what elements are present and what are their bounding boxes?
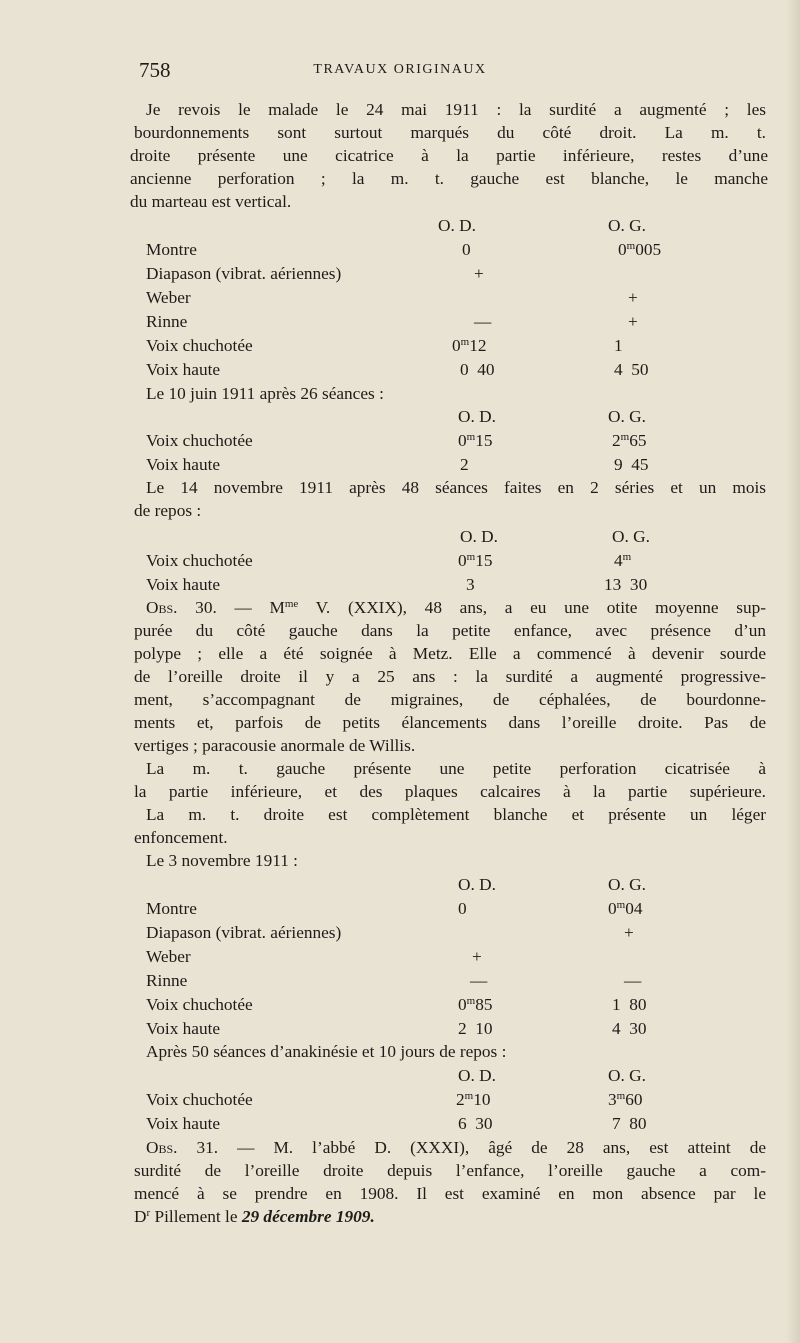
row-label: Weber (146, 288, 191, 307)
row-label: Rinne (146, 312, 188, 331)
od-value: + (472, 947, 482, 966)
col-header-og: O. G. (608, 407, 646, 426)
table-row (0, 238, 800, 261)
row-label: Voix haute (146, 1019, 221, 1038)
od-value: — (474, 312, 492, 331)
row-label: Diapason (vibrat. aériennes) (146, 264, 342, 283)
od-value: 3 (466, 575, 475, 594)
og-value: 2$^m$65 (612, 431, 647, 450)
text-line: Le 14 novembre 1911 après 48 séances faites en 2 séries et un mois (146, 478, 766, 497)
row-label: Weber (146, 947, 191, 966)
text-line: ments et, parfois de petits élancements dans l’oreille droite. Pas de (134, 713, 766, 732)
od-value: 6 30 (458, 1114, 493, 1133)
text-line: bourdonnements sont surtout marqués du côté droit. La m. t. (134, 123, 766, 142)
text-line: La m. t. droite est complètement blanche et présente un léger (146, 805, 766, 824)
table-row (0, 334, 800, 357)
og-value: 13 30 (604, 575, 648, 594)
row-label: Montre (146, 240, 197, 259)
col-header-og: O. G. (608, 216, 646, 235)
og-value: 1 (614, 336, 623, 355)
row-label: Rinne (146, 971, 188, 990)
table-header-row (0, 525, 800, 548)
table-header-row (0, 1064, 800, 1087)
row-label: Voix chuchotée (146, 431, 253, 450)
table-row (0, 573, 800, 596)
od-value: 2$^m$10 (456, 1090, 491, 1109)
od-value: 0$^m$15 (458, 551, 493, 570)
og-value: + (628, 312, 638, 331)
table-row (0, 310, 800, 333)
table-row (0, 262, 800, 285)
text-line: $D^r$ Pillement le 29 décembre 1909. (134, 1207, 375, 1226)
table-row (0, 286, 800, 309)
og-value: 0$^m$005 (618, 240, 662, 259)
text-line: mencé à se prendre en 1908. Il est examiné en mon absence par le (134, 1184, 766, 1203)
text-line: La m. t. gauche présente une petite perforation cicatrisée à (146, 759, 766, 778)
text-line: Le 3 novembre 1911 : (146, 851, 298, 870)
table-row (0, 897, 800, 920)
text-line: Je revois le malade le 24 mai 1911 : la surdité a augmenté ; les (146, 100, 766, 119)
og-value: 3$^m$60 (608, 1090, 643, 1109)
text-line: de l’oreille droite il y a 25 ans : la surdité a augmenté progressive- (134, 667, 766, 686)
row-label: Voix chuchotée (146, 551, 253, 570)
running-header (0, 54, 800, 84)
og-value: + (628, 288, 638, 307)
row-label: Voix chuchotée (146, 336, 253, 355)
col-header-og: O. G. (612, 527, 650, 546)
text-line: du marteau est vertical. (130, 192, 292, 211)
text-line: surdité de l’oreille droite depuis l’enfance, l’oreille gauche a com- (134, 1161, 766, 1180)
od-value: 0$^m$12 (452, 336, 487, 355)
og-value: 4 30 (612, 1019, 647, 1038)
text-line: Le 10 juin 1911 après 26 séances : (146, 384, 384, 403)
text-line: ancienne perforation ; la m. t. gauche est blanche, le manche (130, 169, 768, 188)
table-header-row (0, 873, 800, 896)
od-value: 0$^m$15 (458, 431, 493, 450)
od-value: 0 (462, 240, 471, 259)
od-value: 0 (458, 899, 467, 918)
text-line: purée du côté gauche dans la petite enfance, avec présence d’un (134, 621, 766, 640)
table-header-row (0, 214, 800, 237)
col-header-od: O. D. (458, 1066, 496, 1085)
col-header-od: O. D. (460, 527, 498, 546)
table-row (0, 429, 800, 452)
text-line: la partie inférieure, et des plaques calcaires à la partie supérieure. (134, 782, 766, 801)
od-value: 0$^m$85 (458, 995, 493, 1014)
running-title: TRAVAUX ORIGINAUX (313, 62, 487, 77)
od-value: 2 10 (458, 1019, 493, 1038)
og-value: — (624, 971, 642, 990)
text-line: de repos : (134, 501, 202, 520)
table-row (0, 1088, 800, 1111)
table-row (0, 358, 800, 381)
col-header-od: O. D. (438, 216, 476, 235)
og-value: 7 80 (612, 1114, 647, 1133)
table-row (0, 921, 800, 944)
row-label: Voix chuchotée (146, 1090, 253, 1109)
table-header-row (0, 405, 800, 428)
text-line: vertiges ; paracousie anormale de Willis. (134, 736, 416, 755)
obs-heading-line: Obs. 30. — $M^{me}$ V. (XXIX), 48 ans, a eu une otite moyenne sup- (146, 598, 766, 617)
table-row (0, 1017, 800, 1040)
od-value: — (470, 971, 488, 990)
page-number: 758 (139, 58, 171, 82)
text-line: droite présente une cicatrice à la partie inférieure, restes d’une (130, 146, 768, 165)
text-line: Après 50 séances d’anakinésie et 10 jours de repos : (146, 1042, 507, 1061)
table-row (0, 969, 800, 992)
og-value: + (624, 923, 634, 942)
table-row (0, 945, 800, 968)
od-value: 0 40 (460, 360, 495, 379)
od-value: 2 (460, 455, 469, 474)
text-line: enfoncement. (134, 828, 228, 847)
row-label: Voix haute (146, 455, 221, 474)
table-row (0, 1112, 800, 1135)
og-value: 4 50 (614, 360, 649, 379)
od-value: + (474, 264, 484, 283)
og-value: 0$^m$04 (608, 899, 643, 918)
og-value: 4$^m$ (614, 551, 632, 570)
row-label: Montre (146, 899, 197, 918)
row-label: Voix haute (146, 1114, 221, 1133)
row-label: Diapason (vibrat. aériennes) (146, 923, 342, 942)
text-line: polype ; elle a été soignée à Metz. Elle a commencé à devenir sourde (134, 644, 766, 663)
table-row (0, 993, 800, 1016)
col-header-og: O. G. (608, 875, 646, 894)
obs-heading-line: Obs. 31. — M. l’abbé D. (XXXI), âgé de 28 ans, est atteint de (146, 1138, 766, 1157)
text-line: ment, s’accompagnant de migraines, de céphalées, de bourdonne- (134, 690, 766, 709)
col-header-od: O. D. (458, 407, 496, 426)
table-row (0, 549, 800, 572)
col-header-og: O. G. (608, 1066, 646, 1085)
og-value: 9 45 (614, 455, 649, 474)
row-label: Voix haute (146, 575, 221, 594)
og-value: 1 80 (612, 995, 647, 1014)
col-header-od: O. D. (458, 875, 496, 894)
row-label: Voix chuchotée (146, 995, 253, 1014)
row-label: Voix haute (146, 360, 221, 379)
table-row (0, 453, 800, 476)
